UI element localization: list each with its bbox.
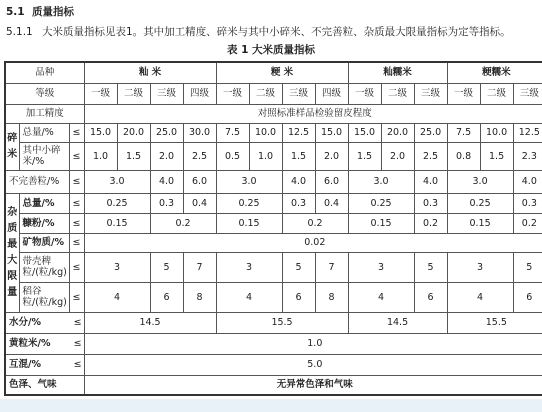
le-sign: ≤ [73, 338, 82, 349]
grade-cell: 三级 [414, 83, 447, 104]
small-broken-value: 1.0 [249, 142, 282, 170]
intro-paragraph [6, 24, 511, 39]
table-row [5, 104, 542, 123]
grade-cell: 三级 [282, 83, 315, 104]
small-broken-value: 0.5 [216, 142, 249, 170]
le-sign: ≤ [69, 123, 84, 142]
bran-value: 0.2 [513, 213, 542, 233]
yellow-label: 黄粒米/% [9, 338, 51, 349]
grade-cell: 二级 [249, 83, 282, 104]
bran-value: 0.2 [414, 213, 447, 233]
broken-total-value: 12.5 [282, 123, 315, 142]
table-row [5, 252, 542, 282]
broken-total-value: 25.0 [414, 123, 447, 142]
table-row [5, 142, 542, 170]
le-sign: ≤ [69, 170, 84, 193]
broken-total-value: 12.5 [513, 123, 542, 142]
moisture-value: 14.5 [84, 312, 216, 333]
grade-cell: 二级 [381, 83, 414, 104]
bran-value: 0.15 [447, 213, 513, 233]
husk-grains-value: 5 [414, 252, 447, 282]
broken-total-value: 15.0 [84, 123, 117, 142]
mineral-value: 0.02 [84, 233, 542, 252]
intro-text: 大米质量指标见表1。其中加工精度、碎米与其中小碎米、不完善粒、杂质最大限量指标为定等指标。 [42, 26, 511, 38]
husk-grains-value: 3 [447, 252, 513, 282]
husk-grains-value: 5 [150, 252, 183, 282]
grade-header: 等级 [5, 83, 84, 104]
paddy-grains-value: 8 [183, 282, 216, 312]
grade-cell: 三级 [150, 83, 183, 104]
broken-total-label: 总量/% [19, 123, 69, 142]
impurity-total-value: 0.3 [513, 193, 542, 213]
table-row [5, 62, 542, 83]
small-broken-value: 2.0 [150, 142, 183, 170]
table-row [5, 282, 542, 312]
paddy-grains-value: 6 [513, 282, 542, 312]
color-smell-label: 色泽、气味 [5, 375, 84, 395]
small-broken-value: 2.5 [183, 142, 216, 170]
clause-number: 5.1.1 [6, 26, 33, 38]
moisture-label: 水分/% [9, 317, 41, 328]
precision-value: 对照标准样品检验留皮程度 [84, 104, 542, 123]
paddy-grains-value: 8 [315, 282, 348, 312]
section-number: 5.1 [6, 6, 25, 18]
moisture-value: 14.5 [348, 312, 447, 333]
small-broken-value: 2.0 [315, 142, 348, 170]
paddy-grains-value: 4 [348, 282, 414, 312]
imperfect-value: 6.0 [183, 170, 216, 193]
imperfect-value: 3.0 [216, 170, 282, 193]
grade-cell: 一级 [348, 83, 381, 104]
yellow-value: 1.0 [84, 333, 542, 354]
small-broken-value: 1.5 [348, 142, 381, 170]
broken-total-value: 15.0 [315, 123, 348, 142]
table-row [5, 233, 542, 252]
bran-value: 0.2 [150, 213, 216, 233]
grade-cell: 一级 [447, 83, 480, 104]
mineral-label: 矿物质/% [19, 233, 69, 252]
husk-grains-value: 3 [84, 252, 150, 282]
bran-value: 0.2 [282, 213, 348, 233]
paddy-grains-value: 6 [150, 282, 183, 312]
mixed-label: 互混/% [9, 359, 41, 370]
impurity-total-value: 0.25 [216, 193, 282, 213]
small-broken-value: 2.0 [381, 142, 414, 170]
table-row [5, 375, 542, 395]
small-broken-value: 1.5 [282, 142, 315, 170]
imperfect-value: 3.0 [348, 170, 414, 193]
moisture-value: 15.5 [447, 312, 542, 333]
husk-grains-value: 3 [216, 252, 282, 282]
husk-grains-value: 7 [183, 252, 216, 282]
impurity-total-value: 0.25 [447, 193, 513, 213]
impurity-total-value: 0.3 [282, 193, 315, 213]
rice-quality-table [4, 61, 542, 396]
grade-cell: 四级 [315, 83, 348, 104]
broken-rice-group: 碎米 [5, 123, 19, 170]
bran-value: 0.15 [348, 213, 414, 233]
paddy-grains-value: 6 [414, 282, 447, 312]
imperfect-value: 3.0 [447, 170, 513, 193]
broken-total-value: 15.0 [348, 123, 381, 142]
paddy-grains-label: 稻谷粒/(粒/kg) [19, 282, 69, 312]
bran-label: 糠粉/% [19, 213, 69, 233]
le-sign: ≤ [69, 193, 84, 213]
mixed-label-cell [5, 354, 84, 375]
husk-grains-value: 5 [513, 252, 542, 282]
grade-cell: 二级 [480, 83, 513, 104]
bottom-strip [0, 399, 542, 412]
mixed-value: 5.0 [84, 354, 542, 375]
grade-cell: 一级 [84, 83, 117, 104]
broken-total-value: 10.0 [249, 123, 282, 142]
moisture-value: 15.5 [216, 312, 348, 333]
small-broken-value: 2.5 [414, 142, 447, 170]
paddy-grains-value: 4 [216, 282, 282, 312]
variety-header: 品种 [5, 62, 84, 83]
moisture-label-cell [5, 312, 84, 333]
table-row [5, 170, 542, 193]
husk-grains-value: 3 [348, 252, 414, 282]
le-sign: ≤ [73, 359, 82, 370]
le-sign: ≤ [73, 317, 82, 328]
small-broken-value: 0.8 [447, 142, 480, 170]
broken-total-value: 7.5 [447, 123, 480, 142]
le-sign: ≤ [69, 142, 84, 170]
impurity-total-value: 0.4 [315, 193, 348, 213]
le-sign: ≤ [69, 282, 84, 312]
table-row [5, 83, 542, 104]
imperfect-value: 4.0 [513, 170, 542, 193]
impurity-group: 杂质最大限量 [5, 193, 19, 312]
impurity-total-value: 0.3 [150, 193, 183, 213]
bran-value: 0.15 [84, 213, 150, 233]
small-broken-value: 2.3 [513, 142, 542, 170]
table-row [5, 354, 542, 375]
table-row [5, 123, 542, 142]
impurity-total-value: 0.25 [348, 193, 414, 213]
husk-grains-value: 5 [282, 252, 315, 282]
section-heading [6, 4, 74, 19]
table-row [5, 312, 542, 333]
grade-cell: 一级 [216, 83, 249, 104]
table-row [5, 193, 542, 213]
grade-cell: 二级 [117, 83, 150, 104]
small-broken-value: 1.5 [480, 142, 513, 170]
small-broken-label: 其中小碎米/% [19, 142, 69, 170]
husk-grains-label: 带壳稗粒/(粒/kg) [19, 252, 69, 282]
xian-glutinous-header: 籼糯米 [348, 62, 447, 83]
precision-label: 加工精度 [5, 104, 84, 123]
imperfect-label: 不完善粒/% [5, 170, 69, 193]
le-sign: ≤ [69, 252, 84, 282]
section-title: 质量指标 [32, 6, 74, 18]
impurity-total-value: 0.25 [84, 193, 150, 213]
imperfect-value: 3.0 [84, 170, 150, 193]
husk-grains-value: 7 [315, 252, 348, 282]
yellow-label-cell [5, 333, 84, 354]
broken-total-value: 30.0 [183, 123, 216, 142]
broken-total-value: 25.0 [150, 123, 183, 142]
paddy-grains-value: 4 [84, 282, 150, 312]
geng-glutinous-header: 粳糯米 [447, 62, 542, 83]
paddy-grains-value: 6 [282, 282, 315, 312]
impurity-total-label: 总量/% [19, 193, 69, 213]
broken-total-value: 20.0 [381, 123, 414, 142]
impurity-total-value: 0.3 [414, 193, 447, 213]
broken-total-value: 20.0 [117, 123, 150, 142]
small-broken-value: 1.0 [84, 142, 117, 170]
le-sign: ≤ [69, 213, 84, 233]
small-broken-value: 1.5 [117, 142, 150, 170]
table-row [5, 213, 542, 233]
xian-rice-header: 籼 米 [84, 62, 216, 83]
grade-cell: 三级 [513, 83, 542, 104]
paddy-grains-value: 4 [447, 282, 513, 312]
impurity-total-value: 0.4 [183, 193, 216, 213]
grade-cell: 四级 [183, 83, 216, 104]
imperfect-value: 6.0 [315, 170, 348, 193]
bran-value: 0.15 [216, 213, 282, 233]
le-sign: ≤ [69, 233, 84, 252]
color-smell-value: 无异常色泽和气味 [84, 375, 542, 395]
imperfect-value: 4.0 [150, 170, 183, 193]
table-title: 表 1 大米质量指标 [226, 44, 316, 56]
broken-total-value: 7.5 [216, 123, 249, 142]
geng-rice-header: 粳 米 [216, 62, 348, 83]
broken-total-value: 10.0 [480, 123, 513, 142]
imperfect-value: 4.0 [414, 170, 447, 193]
table-row [5, 333, 542, 354]
imperfect-value: 4.0 [282, 170, 315, 193]
